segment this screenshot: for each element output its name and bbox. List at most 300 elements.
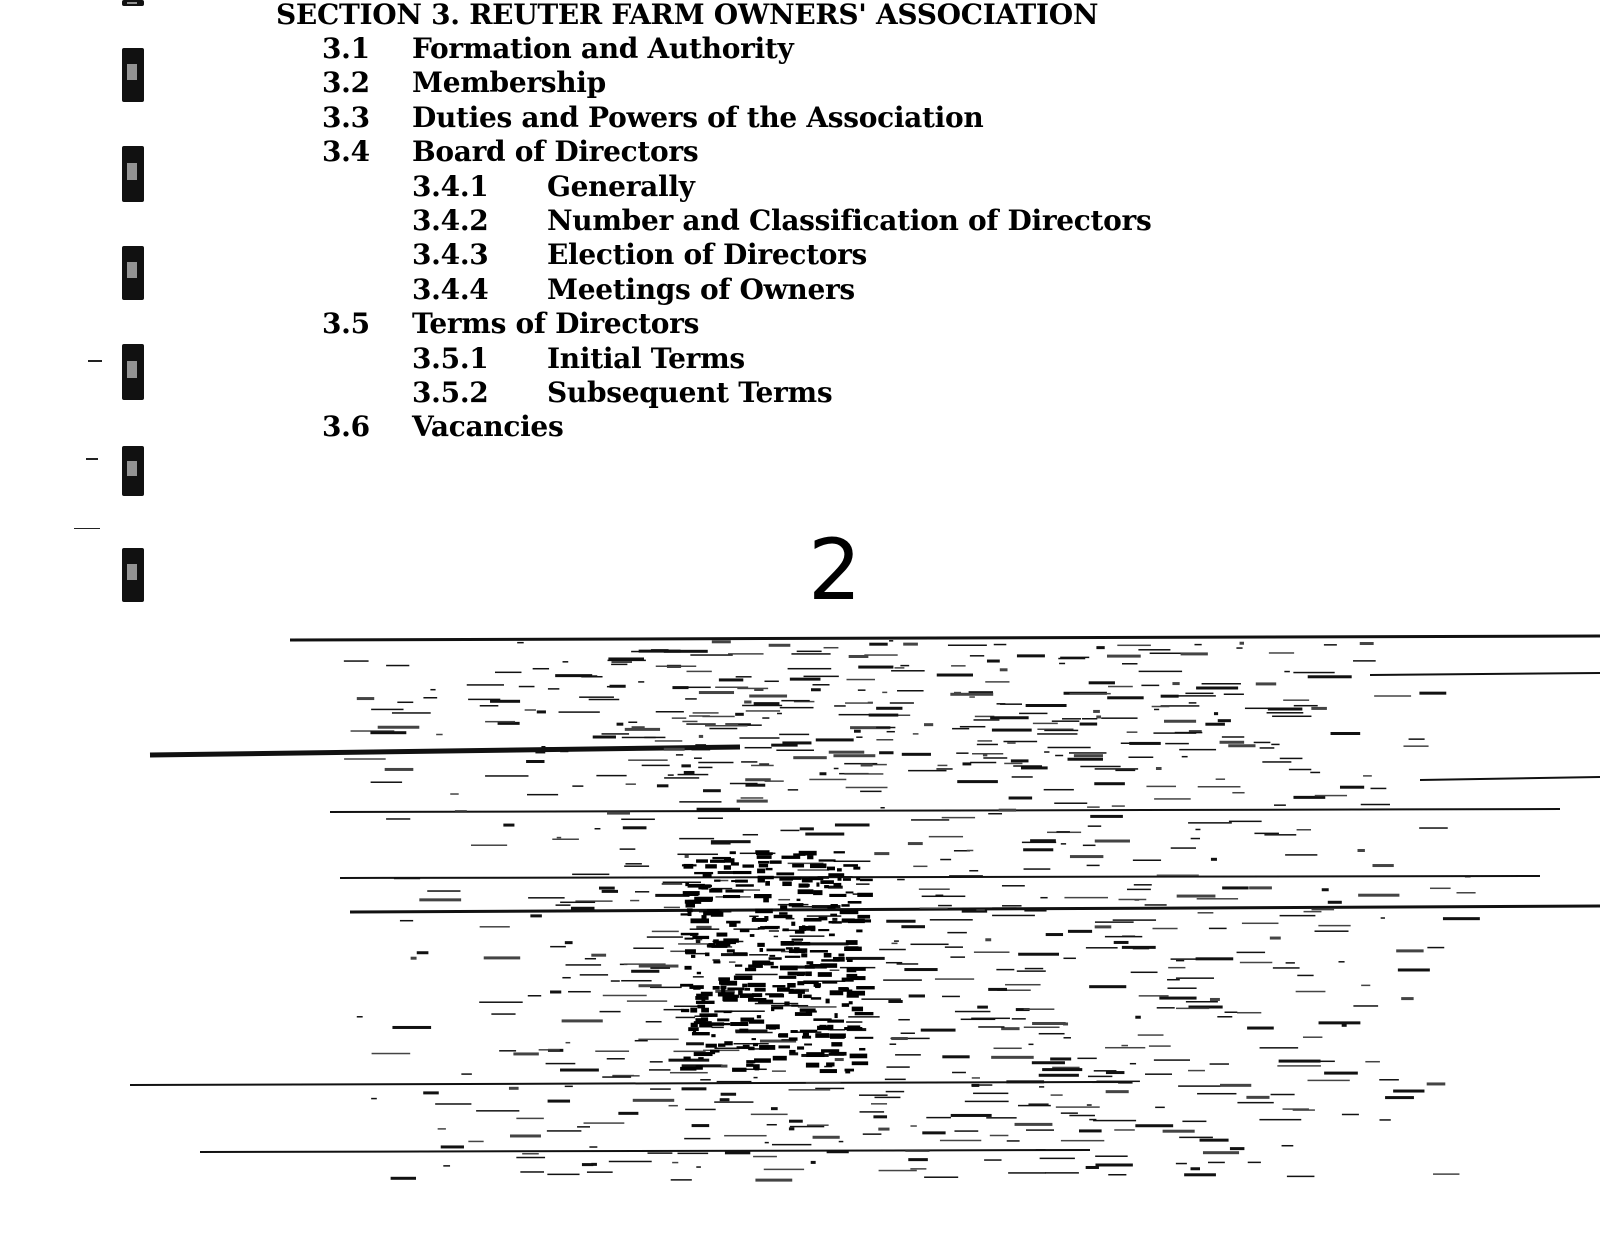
noise-speck — [818, 929, 829, 931]
noise-speck — [1089, 985, 1126, 988]
noise-speck — [1061, 1112, 1078, 1114]
noise-speck — [713, 986, 720, 990]
noise-speck — [1105, 1047, 1145, 1049]
noise-speck — [691, 1023, 698, 1027]
noise-speck — [779, 976, 796, 979]
noise-speck — [963, 762, 972, 765]
noise-speck — [764, 681, 778, 683]
noise-speck — [1113, 919, 1156, 921]
noise-speck — [1191, 1167, 1200, 1170]
noise-speck — [1254, 742, 1271, 744]
noise-speck — [1220, 741, 1245, 744]
noise-speck — [779, 1033, 788, 1037]
noise-speck — [779, 877, 793, 881]
noise-speck — [423, 1091, 439, 1094]
noise-speck — [664, 748, 685, 751]
noise-speck — [711, 1034, 715, 1037]
noise-speck — [777, 713, 782, 715]
noise-speck — [1024, 868, 1051, 870]
noise-speck — [580, 974, 608, 976]
noise-speck — [1208, 1162, 1225, 1164]
noise-speck — [992, 915, 1035, 917]
noise-speck — [595, 1050, 629, 1052]
noise-speck — [1456, 892, 1475, 894]
noise-speck — [887, 731, 895, 733]
noise-speck — [777, 987, 790, 991]
noise-speck — [741, 761, 757, 763]
noise-speck — [897, 690, 924, 692]
noise-speck — [952, 728, 969, 730]
noise-speck — [776, 872, 794, 875]
noise-speck — [663, 882, 701, 884]
noise-speck — [552, 838, 579, 840]
noise-speck — [994, 644, 1007, 646]
noise-speck — [1246, 1096, 1269, 1099]
noise-speck — [772, 1144, 811, 1146]
noise-speck — [1061, 843, 1066, 845]
noise-speck — [691, 955, 695, 958]
noise-speck — [650, 1088, 671, 1090]
noise-speck — [820, 880, 834, 884]
noise-speck — [882, 692, 887, 694]
noise-speck — [781, 941, 794, 946]
noise-speck — [1044, 730, 1078, 732]
noise-speck — [827, 1150, 849, 1153]
noise-speck — [804, 676, 839, 678]
noise-speck — [724, 1135, 766, 1137]
noise-speck — [792, 877, 802, 880]
noise-speck — [599, 887, 615, 890]
noise-speck — [972, 1077, 980, 1079]
noise-speck — [880, 807, 884, 809]
noise-speck — [1002, 885, 1025, 887]
noise-speck — [853, 867, 860, 870]
noise-speck — [909, 994, 925, 997]
noise-speck — [1202, 683, 1241, 685]
noise-speck — [397, 702, 413, 704]
noise-speck — [1163, 1130, 1195, 1133]
noise-speck — [1074, 754, 1103, 757]
noise-speck — [824, 885, 829, 888]
noise-speck — [1324, 644, 1337, 646]
noise-speck — [550, 946, 566, 948]
noise-speck — [419, 898, 461, 901]
noise-speck — [682, 721, 697, 723]
noise-speck — [824, 953, 832, 958]
noise-streak — [1370, 673, 1600, 675]
noise-speck — [720, 1098, 730, 1101]
noise-speck — [1048, 747, 1091, 749]
noise-speck — [1012, 776, 1033, 778]
toc-entry-title: Duties and Powers of the Association — [412, 100, 984, 134]
noise-speck — [1157, 875, 1199, 877]
noise-speck — [344, 758, 386, 760]
noise-speck — [685, 900, 696, 904]
toc-entry-title: Membership — [412, 66, 606, 100]
noise-speck — [957, 780, 998, 783]
noise-speck — [755, 909, 773, 914]
noise-speck — [714, 880, 720, 882]
noise-speck — [1267, 712, 1304, 714]
noise-speck — [1036, 1149, 1046, 1151]
noise-speck — [730, 1022, 748, 1026]
noise-speck — [808, 942, 848, 945]
noise-streak — [330, 809, 1560, 812]
noise-speck — [646, 1021, 662, 1023]
noise-speck — [795, 930, 805, 934]
noise-speck — [829, 934, 835, 937]
noise-speck — [491, 1013, 515, 1015]
noise-speck — [793, 853, 805, 856]
noise-speck — [550, 990, 561, 993]
noise-speck — [856, 986, 875, 989]
noise-speck — [820, 963, 837, 968]
noise-speck — [977, 740, 992, 742]
noise-speck — [1328, 901, 1342, 904]
noise-speck — [1315, 795, 1347, 797]
noise-speck — [1095, 840, 1130, 843]
noise-speck — [544, 747, 586, 749]
noise-speck — [861, 764, 873, 767]
noise-speck — [495, 672, 521, 674]
noise-speck — [831, 904, 838, 907]
noise-speck — [689, 985, 703, 989]
noise-speck — [443, 1165, 450, 1167]
noise-speck — [713, 961, 720, 964]
noise-speck — [1283, 699, 1309, 701]
noise-speck — [1218, 719, 1231, 722]
noise-speck — [579, 696, 614, 698]
noise-speck — [627, 1000, 667, 1002]
noise-speck — [798, 889, 814, 894]
noise-speck — [745, 747, 772, 749]
noise-speck — [1242, 923, 1279, 925]
noise-speck — [697, 808, 740, 811]
noise-speck — [769, 1026, 776, 1029]
noise-speck — [697, 1005, 705, 1009]
noise-speck — [848, 901, 862, 904]
noise-speck — [1127, 889, 1151, 891]
noise-speck — [1216, 778, 1225, 780]
noise-speck — [947, 932, 966, 934]
noise-speck — [1139, 671, 1182, 673]
noise-speck — [1248, 1162, 1261, 1164]
noise-speck — [713, 939, 719, 943]
noise-speck — [940, 1140, 981, 1142]
noise-speck — [815, 1033, 829, 1038]
noise-speck — [811, 1161, 816, 1164]
noise-speck — [1176, 1163, 1187, 1165]
noise-speck — [920, 907, 948, 909]
noise-speck — [1101, 717, 1137, 719]
noise-speck — [1182, 756, 1188, 758]
noise-speck — [655, 740, 682, 742]
noise-speck — [798, 1006, 837, 1008]
noise-speck — [1176, 1008, 1209, 1010]
noise-speck — [392, 1026, 431, 1029]
noise-speck — [1225, 1011, 1238, 1013]
noise-speck — [891, 670, 925, 672]
noise-speck — [789, 990, 805, 994]
noise-speck — [743, 834, 758, 836]
noise-speck — [800, 827, 814, 830]
noise-speck — [856, 929, 862, 932]
noise-speck — [485, 775, 528, 777]
noise-speck — [1310, 772, 1320, 774]
noise-speck — [1240, 962, 1272, 964]
noise-speck — [676, 1017, 695, 1019]
noise-speck — [922, 896, 966, 898]
noise-speck — [1154, 709, 1159, 711]
noise-speck — [710, 1051, 715, 1055]
noise-speck — [581, 676, 602, 678]
noise-speck — [860, 879, 873, 882]
noise-speck — [1138, 649, 1170, 651]
noise-speck — [970, 655, 984, 657]
noise-speck — [739, 737, 779, 739]
noise-speck — [1007, 1140, 1020, 1142]
noise-speck — [1139, 995, 1169, 997]
noise-speck — [625, 863, 641, 865]
noise-speck — [1210, 1063, 1229, 1065]
noise-speck — [648, 1152, 673, 1154]
noise-speck — [1358, 849, 1365, 852]
noise-speck — [816, 738, 854, 741]
noise-speck — [690, 654, 732, 656]
noise-speck — [752, 961, 770, 965]
noise-speck — [1177, 895, 1216, 898]
noise-speck — [740, 993, 754, 998]
noise-speck — [371, 709, 403, 711]
noise-speck — [1198, 912, 1214, 914]
noise-speck — [427, 890, 460, 892]
noise-speck — [683, 891, 700, 895]
noise-speck — [378, 726, 420, 729]
noise-speck — [692, 1124, 710, 1127]
noise-speck — [1303, 1036, 1322, 1038]
noise-speck — [525, 709, 536, 711]
noise-speck — [1237, 1102, 1273, 1104]
noise-speck — [806, 961, 813, 964]
noise-speck — [1134, 884, 1152, 886]
noise-speck — [772, 1070, 786, 1072]
noise-speck — [696, 1166, 701, 1168]
noise-streak — [340, 876, 1540, 878]
noise-speck — [696, 926, 711, 929]
noise-speck — [1051, 1094, 1063, 1096]
noise-speck — [1403, 745, 1428, 747]
noise-speck — [1179, 749, 1216, 751]
noise-speck — [830, 990, 844, 995]
noise-speck — [1055, 755, 1063, 757]
noise-speck — [417, 951, 429, 954]
noise-speck — [371, 1098, 377, 1100]
noise-speck — [1154, 1059, 1190, 1061]
noise-speck — [813, 890, 822, 895]
noise-speck — [1191, 838, 1200, 840]
noise-speck — [779, 734, 809, 736]
noise-speck — [752, 1038, 756, 1040]
binding-mark — [122, 146, 144, 202]
noise-speck — [1077, 1058, 1096, 1060]
noise-speck — [1172, 682, 1179, 685]
noise-speck — [1135, 1016, 1140, 1019]
noise-speck — [921, 1029, 956, 1032]
noise-speck — [744, 701, 751, 704]
noise-speck — [698, 767, 712, 769]
noise-speck — [910, 1168, 926, 1170]
noise-speck — [809, 779, 846, 781]
noise-speck — [692, 1032, 710, 1035]
noise-speck — [723, 895, 740, 898]
noise-speck — [807, 1124, 829, 1126]
noise-speck — [784, 1001, 789, 1005]
noise-speck — [516, 1118, 543, 1120]
noise-speck — [611, 980, 620, 982]
noise-speck — [699, 1024, 712, 1028]
toc-entry-number: 3.4.4 — [412, 272, 489, 306]
noise-speck — [859, 1094, 888, 1096]
noise-speck — [620, 848, 636, 850]
toc-entry-title: Formation and Authority — [412, 32, 794, 65]
noise-speck — [617, 723, 624, 726]
noise-speck — [811, 997, 821, 999]
noise-speck — [385, 768, 414, 771]
noise-speck — [857, 915, 870, 919]
noise-speck — [833, 754, 875, 757]
noise-speck — [1017, 654, 1045, 657]
toc-entry-number: 3.3 — [322, 100, 370, 134]
noise-speck — [344, 660, 369, 662]
noise-speck — [752, 918, 767, 922]
noise-speck — [856, 736, 862, 738]
noise-speck — [1039, 1074, 1079, 1077]
noise-speck — [700, 1079, 711, 1081]
noise-speck — [608, 660, 646, 662]
noise-speck — [676, 754, 683, 756]
noise-speck — [716, 933, 727, 937]
noise-speck — [769, 957, 782, 960]
noise-speck — [848, 1016, 879, 1018]
noise-speck — [829, 894, 846, 897]
noise-speck — [602, 733, 630, 735]
noise-speck — [856, 883, 869, 885]
noise-speck — [1379, 1079, 1399, 1081]
noise-speck — [765, 1142, 769, 1144]
noise-speck — [607, 686, 621, 688]
noise-speck — [1063, 958, 1075, 960]
noise-speck — [679, 838, 714, 840]
noise-speck — [600, 1011, 621, 1013]
noise-speck — [782, 856, 801, 859]
noise-speck — [1064, 897, 1108, 899]
noise-speck — [1069, 1115, 1095, 1117]
noise-speck — [769, 955, 775, 957]
noise-speck — [633, 1099, 674, 1102]
noise-speck — [806, 1082, 841, 1084]
noise-speck — [782, 881, 791, 886]
noise-speck — [800, 1008, 816, 1012]
noise-speck — [758, 1000, 773, 1003]
noise-speck — [556, 904, 571, 906]
noise-speck — [770, 860, 782, 863]
noise-speck — [798, 869, 830, 871]
noise-speck — [672, 1162, 678, 1164]
noise-speck — [1161, 695, 1179, 698]
noise-speck — [860, 791, 881, 793]
noise-speck — [1095, 1163, 1132, 1166]
noise-speck — [974, 951, 1010, 953]
noise-speck — [1141, 685, 1159, 687]
noise-speck — [668, 774, 674, 776]
noise-speck — [1128, 757, 1153, 759]
noise-speck — [873, 1115, 887, 1118]
noise-speck — [762, 717, 769, 719]
noise-speck — [533, 668, 549, 670]
noise-speck — [843, 878, 851, 881]
noise-speck — [664, 907, 680, 909]
toc-entry-title: Board of Directors — [412, 135, 699, 169]
noise-speck — [822, 981, 837, 984]
noise-speck — [1086, 947, 1118, 949]
noise-speck — [760, 926, 778, 929]
noise-speck — [537, 710, 546, 713]
noise-speck — [712, 1027, 724, 1029]
noise-speck — [940, 859, 951, 861]
noise-speck — [755, 1003, 798, 1005]
noise-speck — [591, 1163, 597, 1166]
noise-speck — [991, 1056, 1034, 1059]
noise-speck — [1214, 712, 1218, 715]
noise-speck — [973, 1093, 1008, 1095]
noise-speck — [587, 1171, 613, 1173]
noise-speck — [1401, 997, 1413, 1000]
noise-speck — [1133, 859, 1161, 861]
noise-speck — [754, 988, 765, 992]
noise-speck — [1026, 1129, 1054, 1131]
noise-speck — [651, 649, 669, 651]
noise-speck — [1046, 933, 1063, 936]
noise-speck — [1040, 897, 1047, 899]
noise-speck — [732, 1068, 746, 1072]
noise-speck — [741, 797, 764, 799]
noise-speck — [844, 773, 883, 775]
noise-speck — [669, 1105, 678, 1107]
noise-speck — [705, 725, 747, 727]
noise-speck — [696, 940, 701, 943]
noise-speck — [950, 956, 965, 958]
noise-speck — [757, 1015, 761, 1018]
noise-speck — [539, 1049, 560, 1051]
noise-speck — [1322, 888, 1329, 891]
noise-speck — [1271, 744, 1279, 746]
noise-speck — [834, 768, 839, 770]
noise-speck — [783, 928, 789, 931]
noise-speck — [674, 1006, 699, 1008]
noise-speck — [571, 907, 595, 910]
noise-speck — [1012, 1018, 1026, 1020]
noise-speck — [804, 1043, 812, 1045]
noise-speck — [1029, 1044, 1034, 1046]
noise-speck — [797, 981, 804, 985]
noise-speck — [886, 1066, 909, 1068]
noise-speck — [527, 794, 558, 796]
noise-speck — [891, 1037, 908, 1040]
noise-speck — [813, 1136, 840, 1139]
noise-speck — [742, 864, 754, 867]
noise-speck — [753, 1156, 777, 1158]
noise-speck — [1236, 647, 1242, 649]
